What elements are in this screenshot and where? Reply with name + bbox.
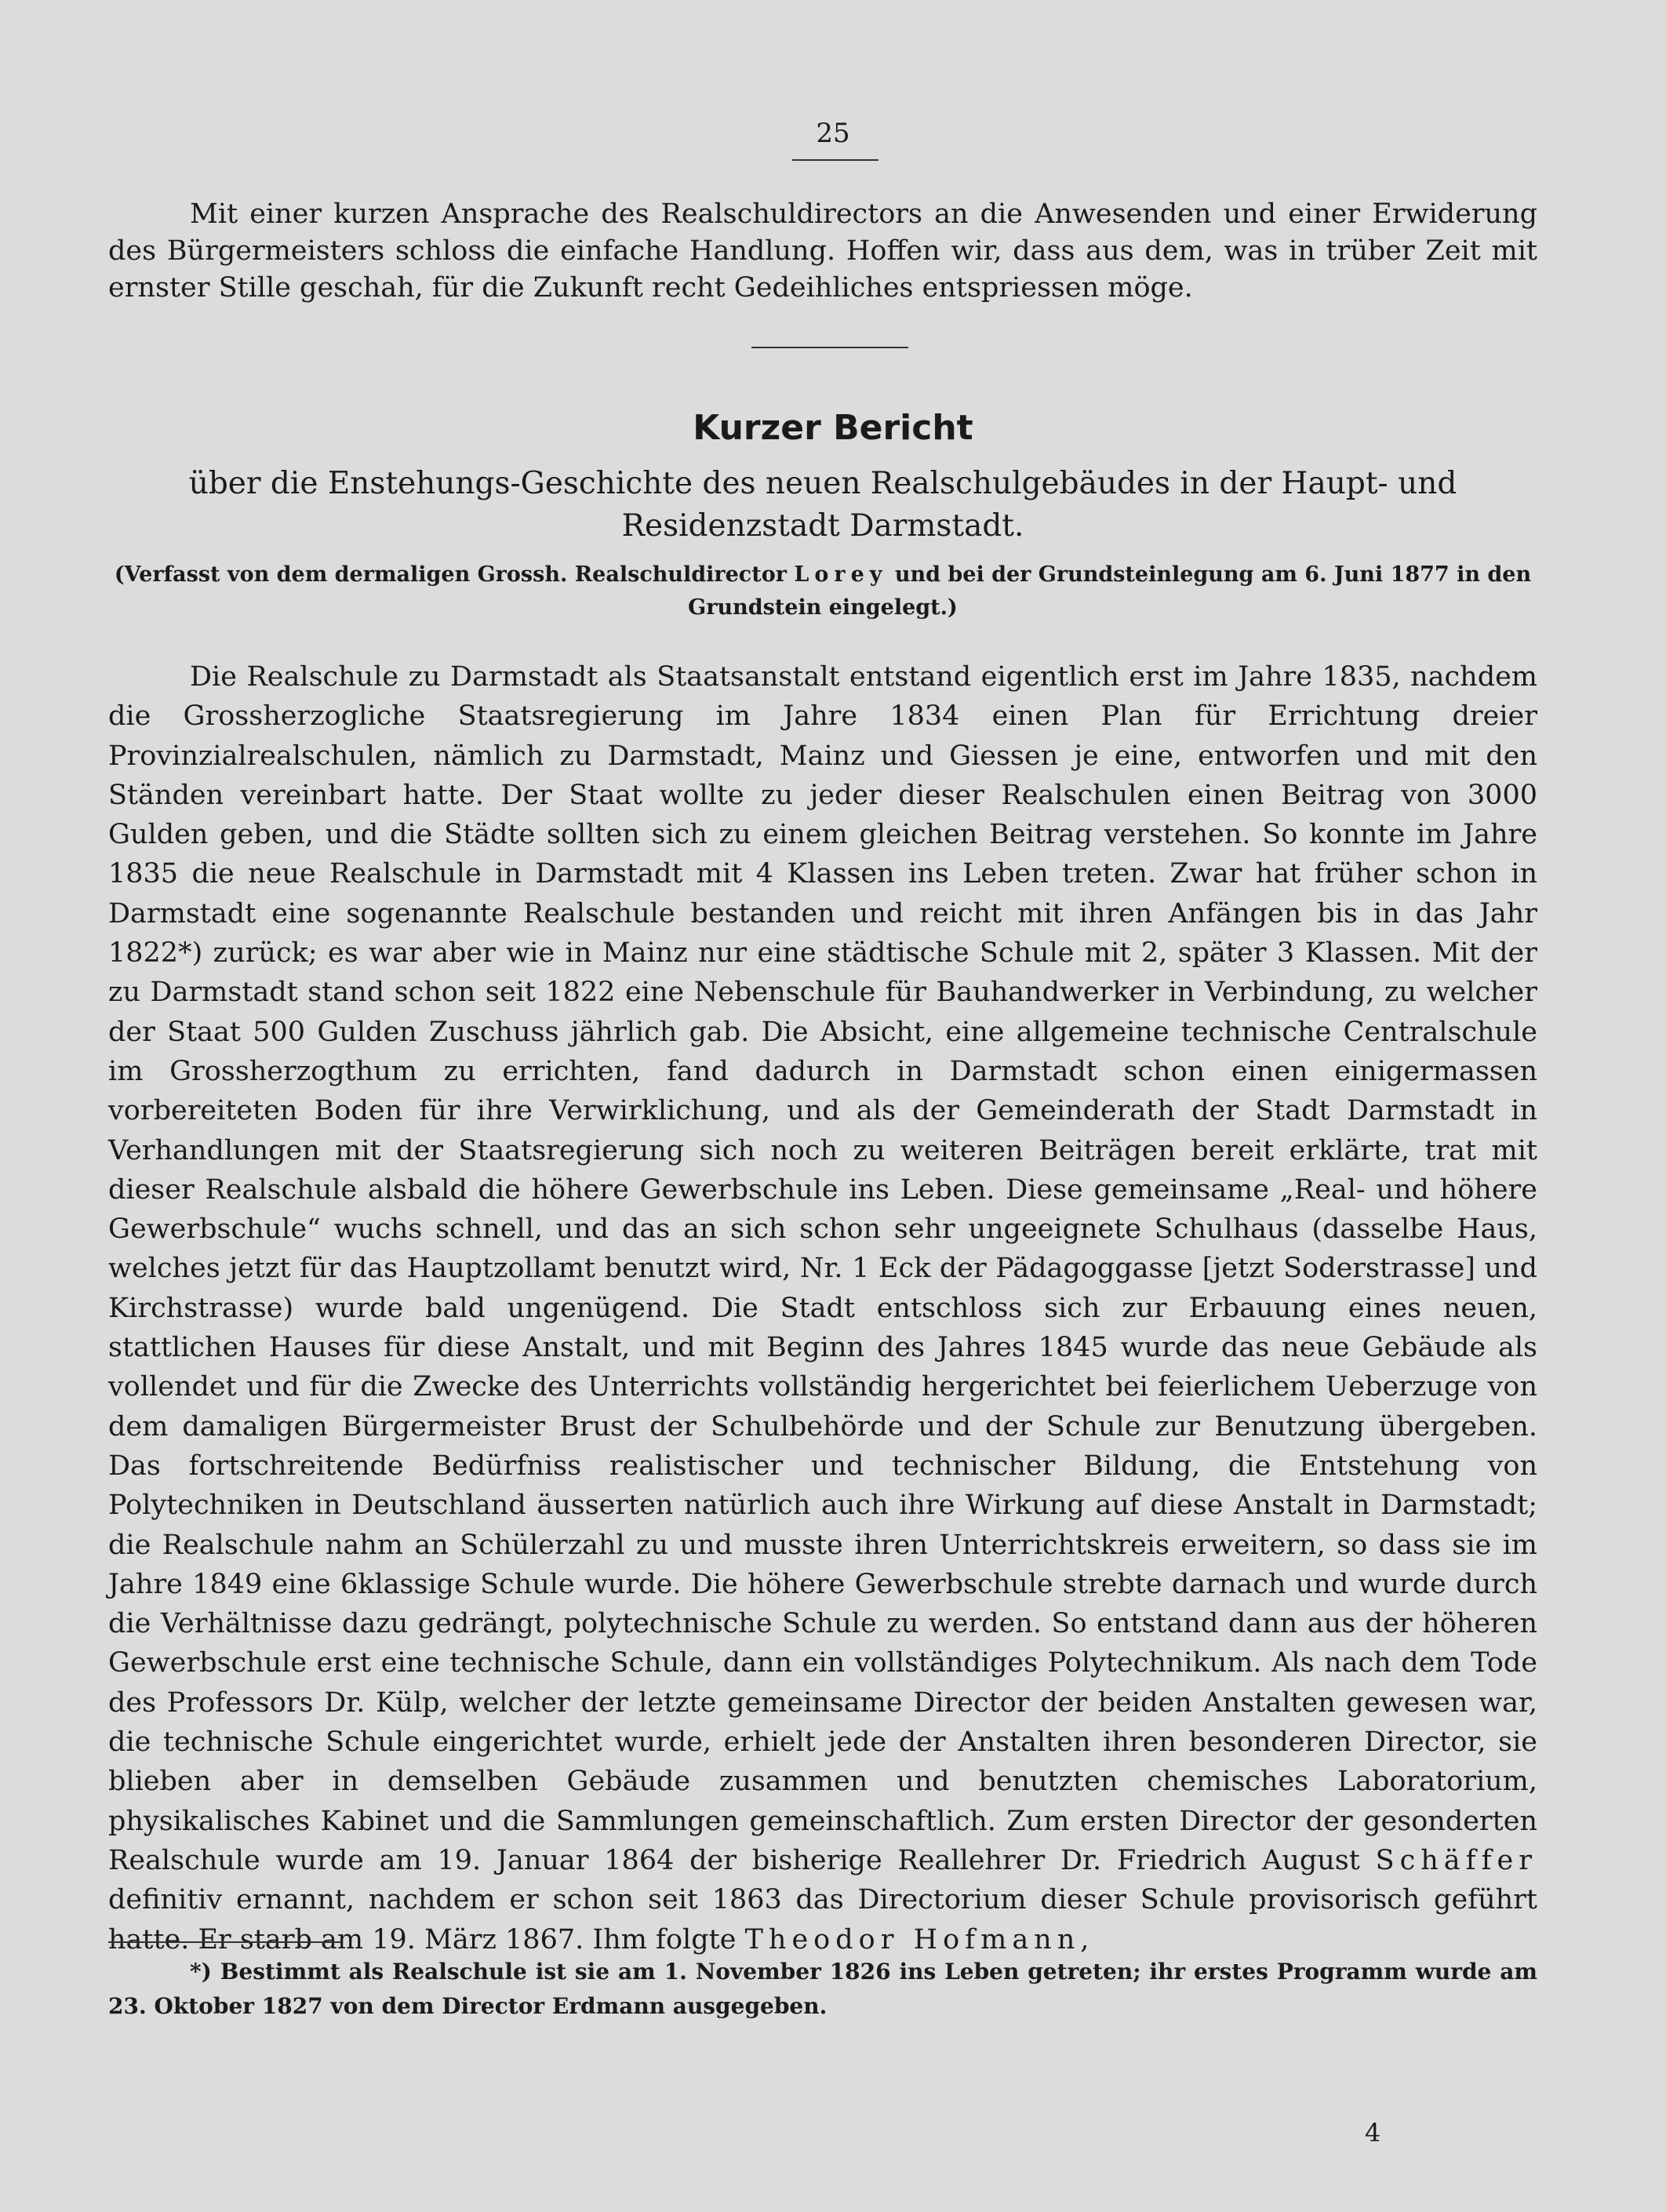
- section-subheading: über die Enstehungs-Geschichte des neuen Realschulgebäudes in der Haupt- und Residenzstadt Darmstadt.: [188, 466, 1457, 544]
- signature-mark: 4: [1365, 2118, 1381, 2148]
- body-text-2: definitiv ernannt, nachdem er schon seit 1863 das Directorium dieser Schule provisorisch geführt hatte. Er starb am 19. März 1867. Ihm folgte: [108, 1884, 1537, 1956]
- body-name-schaeffer: Schäffer: [1375, 1844, 1537, 1876]
- page-number-rule: [792, 159, 878, 161]
- footnote: *) Bestimmt als Realschule ist sie am 1. November 1826 ins Leben getreten; ihr erstes Programm wurde am 23. Oktober 1827 von dem Director Erdmann ausgegeben.: [108, 1959, 1537, 2019]
- section-heading: Kurzer Bericht: [693, 408, 973, 448]
- body-name-hofmann: Theodor Hofmann,: [744, 1923, 1095, 1956]
- note-author-name: Lorey: [794, 562, 888, 587]
- intro-paragraph: Mit einer kurzen Ansprache des Realschuldirectors an die Anwesenden und einer Erwiderung des Bürgermeisters schloss die einfache Handlung. Hoffen wir, dass aus dem, was in trüber Zeit mit ernster Stille geschah, für die Zukunft recht Gedeihliches entspriessen möge.: [108, 198, 1537, 304]
- authorship-note: [108, 558, 1537, 624]
- body-text-1: Die Realschule zu Darmstadt als Staatsanstalt entstand eigentlich erst im Jahre 1835, nachdem die Grossherzogliche Staatsregierung im Jahre 1834 einen Plan für Errichtung dreier Provinzialrealschulen, nämlich zu Darmstadt, Mainz und Giessen je eine, entworfen und mit den Ständen vereinbart hatte. Der Staat wollte zu jeder dieser Realschulen einen Beitrag von 3000 Gulden geben, und die Städte sollten sich zu einem gleichen Beitrag verstehen. So konnte im Jahre 1835 die neue Realschule in Darmstadt mit 4 Klassen ins Leben treten. Zwar hat früher schon in Darmstadt eine sogenannte Realschule bestanden und reicht mit ihren Anfängen bis in das Jahr 1822*) zurück; es war aber wie in Mainz nur eine städtische Schule mit 2, später 3 Klassen. Mit der zu Darmstadt stand schon seit 1822 eine Nebenschule für Bauhandwerker in Verbindung, zu welcher der Staat 500 Gulden Zuschuss jährlich gab. Die Absicht, eine allgemeine technische Centralschule im Grossherzogthum zu errichten, fand dadurch in Darmstadt schon einen einigermassen vorbereiteten Boden für ihre Verwirklichung, und als der Gemeinderath der Stadt Darmstadt in Verhandlungen mit der Staatsregierung sich noch zu weiteren Beiträgen bereit erklärte, trat mit dieser Realschule alsbald die höhere Gewerbschule ins Leben. Diese gemeinsame „Real- und höhere Gewerbschule“ wuchs schnell, und das an sich schon sehr ungeeignete Schulhaus (dasselbe Haus, welches jetzt für das Hauptzollamt benutzt wird, Nr. 1 Eck der Pädagoggasse [jetzt Soderstrasse] und Kirchstrasse) wurde bald ungenügend. Die Stadt entschloss sich zur Erbauung eines neuen, stattlichen Hauses für diese Anstalt, und mit Beginn des Jahres 1845 wurde das neue Gebäude als vollendet und für die Zwecke des Unterrichts vollständig hergerichtet bei feierlichem Ueberzuge von dem damaligen Bürgermeister Brust der Schulbehörde und der Schule zur Benutzung übergeben. Das fortschreitende Bedürfniss realistischer und technischer Bildung, die Entstehung von Polytechniken in Deutschland äusserten natürlich auch ihre Wirkung auf diese Anstalt in Darmstadt; die Realschule nahm an Schülerzahl zu und musste ihren Unterrichtskreis erweitern, so dass sie im Jahre 1849 eine 6klassige Schule wurde. Die höhere Gewerbschule strebte darnach und wurde durch die Verhältnisse dazu gedrängt, polytechnische Schule zu werden. So entstand dann aus der höheren Gewerbschule erst eine technische Schule, dann ein vollständiges Polytechnikum. Als nach dem Tode des Professors Dr. Külp, welcher der letzte gemeinsame Director der beiden Anstalten gewesen war, die technische Schule eingerichtet wurde, erhielt jede der Anstalten ihren besonderen Director, sie blieben aber in demselben Gebäude zusammen und benutzten chemisches Laboratorium, physikalisches Kabinet und die Sammlungen gemeinschaftlich. Zum ersten Director der gesonderten Realschule wurde am 19. Januar 1864 der bisherige Reallehrer Dr. Friedrich August: [108, 661, 1537, 1876]
- body-paragraph: [108, 657, 1537, 1959]
- note-prefix: (Verfasst von dem dermaligen Grossh. Realschuldirector: [114, 562, 787, 587]
- note-suffix: und bei der Grundsteinlegung am 6. Juni 1877 in den Grundstein eingelegt.): [688, 562, 1532, 620]
- footnote-rule: [108, 1941, 340, 1943]
- section-separator: [751, 347, 908, 348]
- page-number: 25: [816, 118, 850, 149]
